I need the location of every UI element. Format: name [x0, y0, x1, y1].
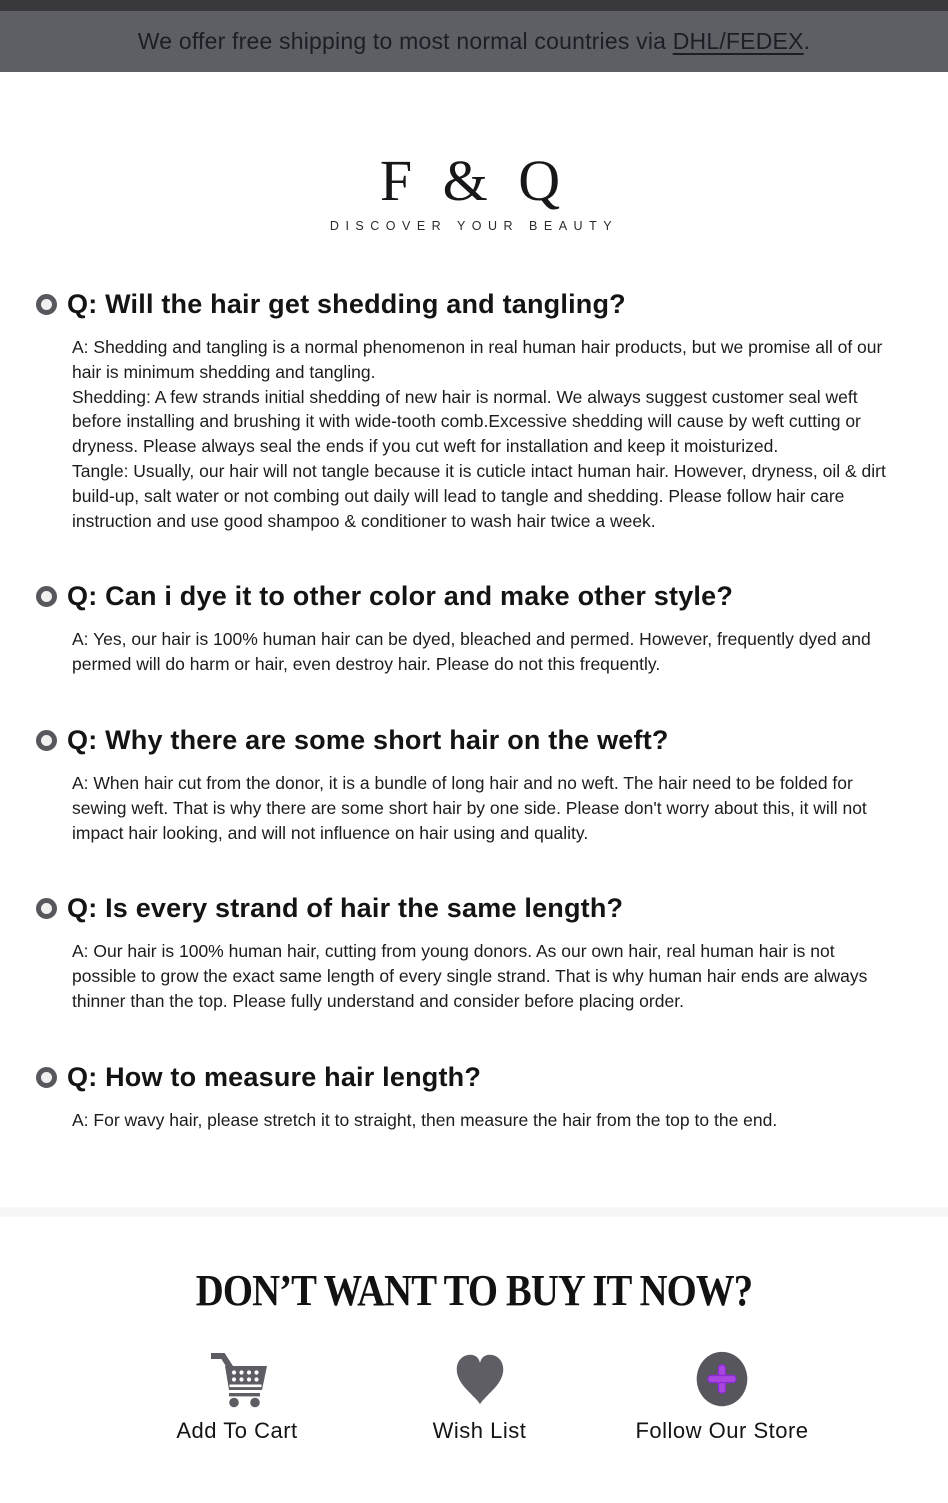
faq-item: [0, 1062, 948, 1133]
faq-answer-paragraph: Tangle: Usually, our hair will not tangle because it is cuticle intact human hair. However, dryness, oil & dirt build-up, salt water or not combing out daily will lead to tangle and shedding. Please follow hair care instruction and use good shampoo & conditioner to wash hair twice a week.: [72, 460, 886, 531]
cta-actions: [137, 1346, 822, 1444]
faq-answer-paragraph: A: For wavy hair, please stretch it to straight, then measure the hair from the top to the end.: [72, 1109, 778, 1130]
cart-icon: [205, 1346, 269, 1412]
faq-answer-paragraph: A: Yes, our hair is 100% human hair can be dyed, bleached and permed. However, frequently dyed and permed will do harm or hair, even destroy hair. Please do not this frequently.: [72, 629, 871, 675]
faq-answer: [72, 939, 902, 1013]
top-strip: [0, 0, 948, 11]
faq-answer: [72, 627, 902, 677]
faq-question-row: [0, 581, 948, 612]
faq-question: Q: Is every strand of hair the same length?: [67, 893, 624, 924]
brand-logo-tagline: DISCOVER YOUR BEAUTY: [329, 219, 619, 233]
brand-logo-title: F & Q: [379, 148, 569, 213]
ring-bullet-icon: [36, 294, 57, 315]
faq-question: Q: How to measure hair length?: [67, 1061, 482, 1092]
shipping-text-before: We offer free shipping to most normal countries via: [137, 28, 673, 54]
faq-answer: [72, 335, 902, 533]
shipping-banner-text: [138, 28, 810, 55]
faq-section: [0, 289, 948, 1133]
faq-question-row: [0, 893, 948, 924]
follow-store-label: Follow Our Store: [635, 1417, 809, 1443]
section-divider: [0, 1207, 948, 1217]
ring-bullet-icon: [36, 1067, 57, 1088]
wish-list-label: Wish List: [432, 1417, 527, 1443]
follow-store-button[interactable]: [622, 1346, 822, 1444]
wish-list-button[interactable]: [380, 1346, 580, 1444]
add-to-cart-label: Add To Cart: [176, 1417, 298, 1443]
faq-question-row: [0, 289, 948, 320]
faq-answer: [72, 771, 902, 845]
heart-icon: [449, 1346, 511, 1412]
faq-item: [0, 581, 948, 677]
faq-answer-paragraph: A: Shedding and tangling is a normal phenomenon in real human hair products, but we promise all of our hair is minimum shedding and tangling.: [72, 337, 883, 382]
shipping-text-after: .: [803, 28, 811, 54]
cta-heading: DON’T WANT TO BUY IT NOW?: [195, 1265, 753, 1315]
shipping-carrier-link[interactable]: DHL/FEDEX: [672, 28, 804, 54]
faq-question-row: [0, 725, 948, 756]
faq-item: [0, 725, 948, 845]
faq-question: Q: Can i dye it to other color and make other style?: [67, 581, 734, 612]
faq-item: [0, 289, 948, 533]
brand-logo: [0, 148, 948, 233]
faq-question: Q: Will the hair get shedding and tangling?: [67, 289, 626, 319]
ring-bullet-icon: [36, 586, 57, 607]
faq-answer: [72, 1108, 902, 1133]
plus-icon: [692, 1346, 752, 1412]
faq-question-row: [0, 1062, 948, 1093]
ring-bullet-icon: [36, 898, 57, 919]
faq-question: Q: Why there are some short hair on the weft?: [67, 724, 669, 755]
faq-answer-paragraph: Shedding: A few strands initial shedding of new hair is normal. We always suggest customer seal weft before installing and brushing it with wide-tooth comb.Excessive shedding will cause by weft cutting or dryness. Please always seal the ends if you cut weft for installation and keep it moisturized.: [72, 386, 861, 457]
faq-answer-paragraph: A: Our hair is 100% human hair, cutting from young donors. As our own hair, real human hair is not possible to grow the exact same length of every single strand. That is why human hair ends are always thinner than the top. Please fully understand and consider before placing order.: [72, 941, 868, 1011]
shipping-banner: [0, 11, 948, 72]
faq-answer-paragraph: A: When hair cut from the donor, it is a bundle of long hair and no weft. The hair need to be folded for sewing weft. That is why there are some short hair by one side. Please don't worry about this, it will not impact hair looking, and will not influence on hair using and quality.: [72, 772, 867, 843]
faq-item: [0, 893, 948, 1013]
ring-bullet-icon: [36, 730, 57, 751]
add-to-cart-button[interactable]: [137, 1346, 337, 1444]
